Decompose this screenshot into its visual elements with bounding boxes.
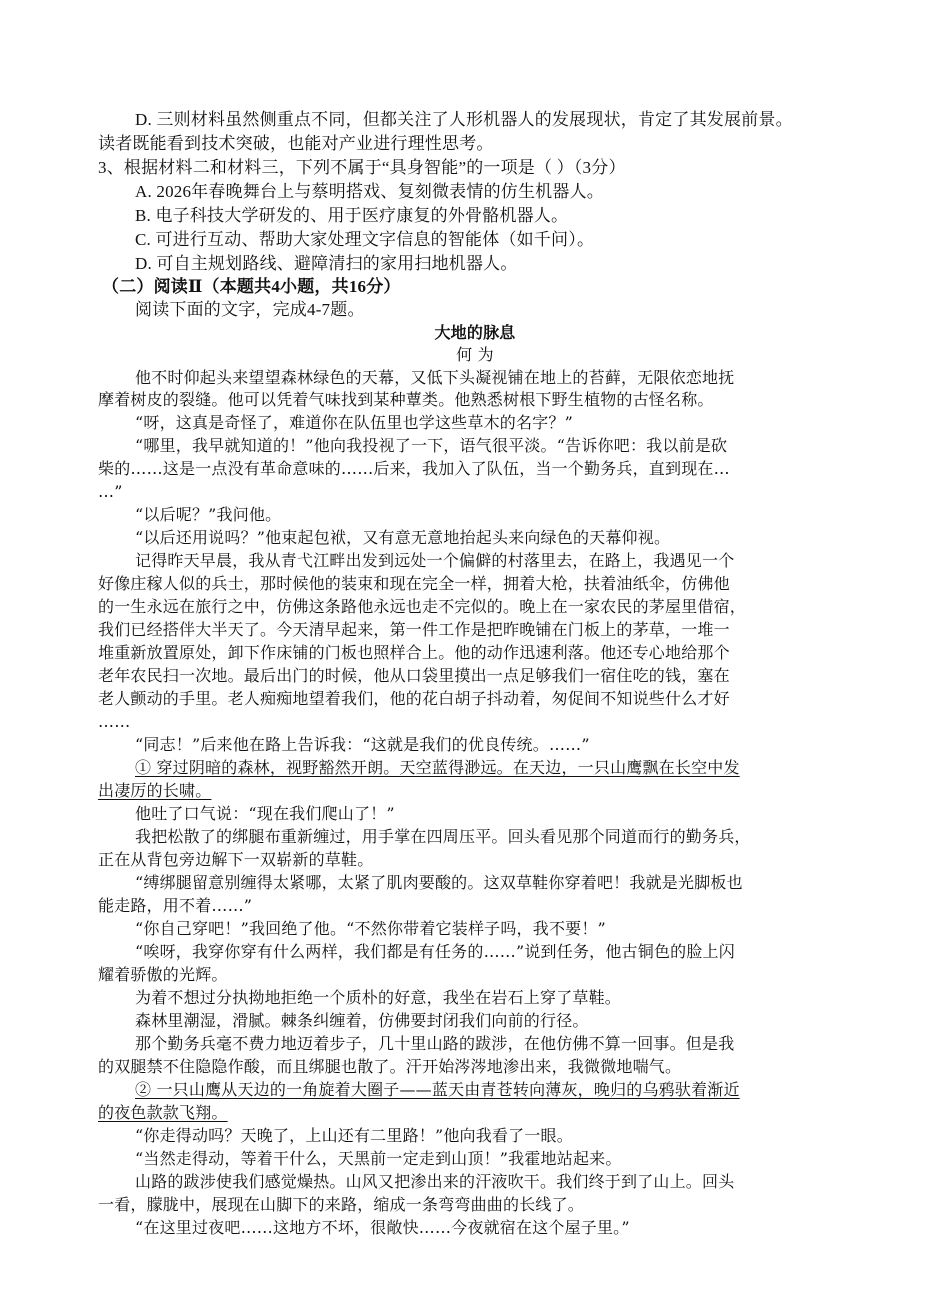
article-line: 他吐了口气说：“现在我们爬山了！”	[135, 804, 395, 823]
article-line: 老年农民扫一次地。最后出门的时候，他从口袋里摸出一点足够我们一宿住吃的钱，塞在	[98, 666, 730, 685]
q2-option-d-line2: 读者既能看到技术突破，也能对产业进行理性思考。	[98, 134, 494, 153]
q3-option-d: D. 可自主规划路线、避障清扫的家用扫地机器人。	[135, 254, 518, 273]
article-line: 他不时仰起头来望望森林绿色的天幕，又低下头凝视铺在地上的苔藓，无限依恋地抚	[135, 368, 735, 387]
q3-option-b: B. 电子科技大学研发的、用于医疗康复的外骨骼机器人。	[135, 206, 569, 225]
section-instruction: 阅读下面的文字，完成4-7题。	[135, 300, 365, 319]
underlined-passage-1-cont: 出凄厉的长啸。	[98, 781, 212, 800]
article-line: 为着不想过分执拗地拒绝一个质朴的好意，我坐在岩石上穿了草鞋。	[135, 988, 622, 1007]
article-line: 老人颤动的手里。老人痴痴地望着我们，他的花白胡子抖动着，匆促间不知说些什么才好	[98, 689, 730, 708]
article-line: 的双腿禁不住隐隐作酸，而且绑腿也散了。汗开始涔涔地渗出来，我微微地喘气。	[98, 1057, 682, 1076]
article-line: 的一生永远在旅行之中，仿佛这条路他永远也走不完似的。晚上在一家农民的茅屋里借宿，	[98, 597, 747, 616]
q3-option-c: C. 可进行互动、帮助大家处理文字信息的智能体（如千问）。	[135, 230, 595, 249]
article-line: “哪里，我早就知道的！”他向我投视了一下，语气很平淡。“告诉你吧：我以前是砍	[135, 436, 728, 455]
article-line: “以后呢？”我问他。	[135, 505, 282, 524]
q2-option-d-line1: D. 三则材料虽然侧重点不同，但都关注了人形机器人的发展现状，肯定了其发展前景。	[135, 110, 793, 129]
underlined-passage-1: ① 穿过阴暗的森林，视野豁然开朗。天空蓝得渺远。在天边，一只山鹰飘在长空中发	[135, 758, 740, 777]
article-line: “唉呀，我穿你穿有什么两样，我们都是有任务的……”说到任务，他古铜色的脸上闪	[135, 942, 735, 961]
article-line: 摩着树皮的裂缝。他可以凭着气味找到某种蕈类。他熟悉树根下野生植物的古怪名称。	[98, 390, 714, 409]
article-line: 我们已经搭伴大半天了。今天清早起来，第一件工作是把昨晚铺在门板上的茅草，一堆一	[98, 620, 730, 639]
article-line: “呀，这真是奇怪了，难道你在队伍里也学这些草木的名字？”	[135, 413, 573, 432]
article-line: 能走路，用不着……”	[98, 896, 253, 915]
article-line: 柴的……这是一点没有革命意味的……后来，我加入了队伍，当一个勤务兵，直到现在…	[98, 459, 730, 478]
article-line: 堆重新放置原处，卸下作床铺的门板也照样合上。他的动作迅速利落。他还专心地给那个	[98, 643, 730, 662]
article-line: 好像庄稼人似的兵士，那时候他的装束和现在完全一样，拥着大枪，扶着油纸伞，仿佛他	[98, 574, 730, 593]
q3-stem: 3、根据材料二和材料三，下列不属于“具身智能”的一项是（ ）（3分）	[98, 158, 626, 177]
article-line: “缚绑腿留意别缠得太紧哪，太紧了肌肉要酸的。这双草鞋你穿着吧！我就是光脚板也	[135, 873, 743, 892]
article-line: “当然走得动，等着干什么，天黑前一定走到山顶！”我霍地站起来。	[135, 1149, 622, 1168]
article-line: 一看，朦胧中，展现在山脚下的来路，缩成一条弯弯曲曲的长线了。	[98, 1195, 585, 1214]
q3-option-a: A. 2026年春晚舞台上与蔡明搭戏、复刻微表情的仿生机器人。	[135, 182, 604, 201]
article-line: 森林里潮湿，滑腻。棘条纠缠着，仿佛要封闭我们向前的行径。	[135, 1011, 589, 1030]
underlined-passage-2: ② 一只山鹰从天边的一角旋着大圈子——蓝天由青苍转向薄灰，晚归的乌鸦驮着渐近	[135, 1080, 740, 1099]
article-line: 耀着骄傲的光辉。	[98, 965, 228, 984]
article-line: “在这里过夜吧……这地方不坏，很敞快……今夜就宿在这个屋子里。”	[135, 1218, 630, 1237]
article-line: “以后还用说吗？”他束起包袱，又有意无意地抬起头来向绿色的天幕仰视。	[135, 528, 671, 547]
section-heading: （二）阅读Ⅱ（本题共4小题，共16分）	[102, 277, 401, 296]
article-line: 山路的跋涉使我们感觉燥热。山风又把渗出来的汗液吹干。我们终于到了山上。回头	[135, 1172, 735, 1191]
article-line: “同志！”后来他在路上告诉我：“这就是我们的优良传统。……”	[135, 735, 590, 754]
article-title: 大地的脉息	[434, 323, 516, 342]
article-line: …”	[98, 482, 123, 501]
underlined-passage-2-cont: 的夜色款款飞翔。	[98, 1103, 228, 1122]
article-line: 我把松散了的绑腿布重新缠过，用手掌在四周压平。回头看见那个同道而行的勤务兵，	[135, 827, 751, 846]
article-line: 记得昨天早晨，我从青弋江畔出发到远处一个偏僻的村落里去，在路上，我遇见一个	[135, 551, 735, 570]
article-line: “你自己穿吧！”我回绝了他。“不然你带着它装样子吗，我不要！”	[135, 919, 606, 938]
article-author: 何 为	[456, 345, 494, 364]
article-line: 正在从背包旁边解下一双崭新的草鞋。	[98, 850, 374, 869]
article-line: ……	[98, 712, 131, 731]
article-line: “你走得动吗？天晚了，上山还有二里路！”他向我看了一眼。	[135, 1126, 573, 1145]
article-line: 那个勤务兵毫不费力地迈着步子，几十里山路的跋涉，在他仿佛不算一回事。但是我	[135, 1034, 735, 1053]
